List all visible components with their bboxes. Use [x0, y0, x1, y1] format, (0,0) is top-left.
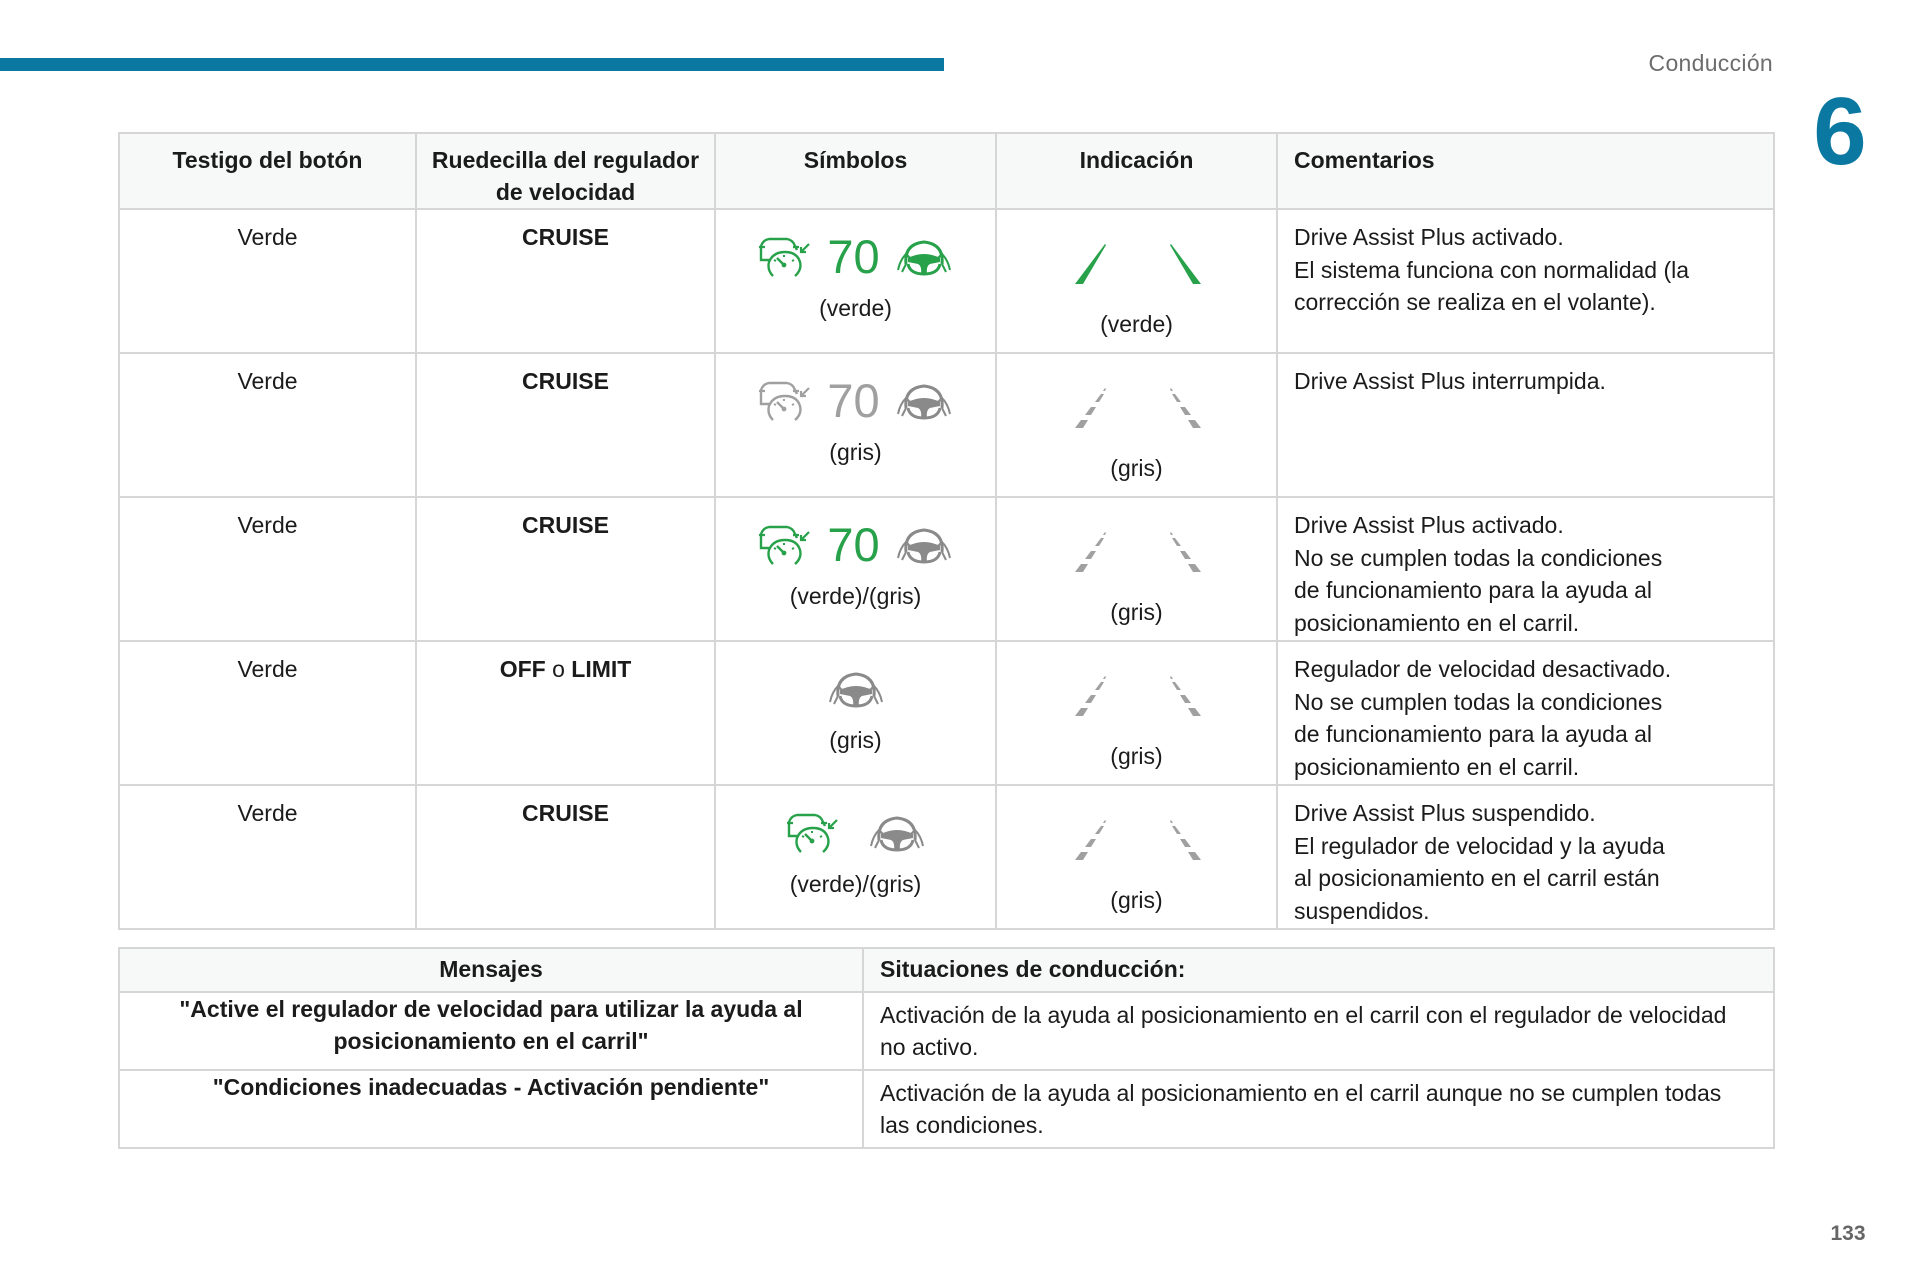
indication-cell [996, 641, 1277, 785]
testigo-cell: Verde [119, 497, 416, 641]
symbols-color-label: (gris) [829, 727, 882, 753]
message-cell: "Active el regulador de velocidad para utilizar la ayuda al posicionamiento en el carril" [119, 992, 863, 1070]
cruise-control-icon [757, 234, 813, 278]
indication-color-label: (gris) [1110, 455, 1163, 481]
table-row [119, 992, 1774, 1070]
indication-cell [996, 209, 1277, 353]
set-speed-value: 70 [827, 373, 880, 427]
column-header-testigo: Testigo del botón [119, 133, 416, 209]
symbols-cell [715, 641, 996, 785]
testigo-cell: Verde [119, 209, 416, 353]
table-row [119, 353, 1774, 497]
symbols-cell [715, 353, 996, 497]
indication-color-label: (verde) [1100, 311, 1173, 337]
ruedecilla-cell: OFF o LIMIT [416, 641, 715, 785]
symbols-cell [715, 209, 996, 353]
drive-assist-status-table [118, 132, 1775, 930]
cruise-control-icon [757, 378, 813, 422]
lane-lines-dashed-icon [1075, 818, 1201, 862]
situation-cell: Activación de la ayuda al posicionamiento en el carril con el regulador de velocidad no activo. [863, 992, 1774, 1070]
indication-cell [996, 785, 1277, 929]
comment-cell: Drive Assist Plus interrumpida. [1277, 353, 1774, 497]
symbols-color-label: (verde)/(gris) [789, 583, 922, 609]
table-row [119, 785, 1774, 929]
hands-on-wheel-icon [894, 234, 954, 278]
ruedecilla-cell: CRUISE [416, 209, 715, 353]
testigo-cell: Verde [119, 785, 416, 929]
hands-on-wheel-icon [826, 666, 886, 710]
hands-on-wheel-icon [867, 810, 927, 854]
chapter-number: 6 [1813, 78, 1867, 185]
set-speed-value: 70 [827, 229, 880, 283]
comment-cell: Drive Assist Plus activado. No se cumplen todas la condiciones de funcionamiento para la ayuda al posicionamiento en el carril. [1277, 497, 1774, 641]
lane-lines-solid-icon [1075, 242, 1201, 286]
comment-cell: Regulador de velocidad desactivado. No se cumplen todas la condiciones de funcionamiento para la ayuda al posicionamiento en el carril. [1277, 641, 1774, 785]
symbols-cell [715, 497, 996, 641]
table-header-row [119, 133, 1774, 209]
comment-cell: Drive Assist Plus activado. El sistema funciona con normalidad (la corrección se realiza en el volante). [1277, 209, 1774, 353]
indication-color-label: (gris) [1110, 887, 1163, 913]
table-row [119, 1070, 1774, 1148]
column-header-mensajes: Mensajes [119, 948, 863, 992]
hands-on-wheel-icon [894, 522, 954, 566]
message-cell: "Condiciones inadecuadas - Activación pendiente" [119, 1070, 863, 1148]
column-header-ruedecilla: Ruedecilla del regulador de velocidad [416, 133, 715, 209]
symbols-cell [715, 785, 996, 929]
column-header-simbolos: Símbolos [715, 133, 996, 209]
testigo-cell: Verde [119, 641, 416, 785]
symbols-color-label: (verde) [819, 295, 892, 321]
cruise-control-icon [785, 810, 841, 854]
hands-on-wheel-icon [894, 378, 954, 422]
column-header-indicacion: Indicación [996, 133, 1277, 209]
indication-color-label: (gris) [1110, 599, 1163, 625]
symbols-color-label: (verde)/(gris) [789, 871, 922, 897]
indication-cell [996, 497, 1277, 641]
column-header-situaciones: Situaciones de conducción: [863, 948, 1774, 992]
indication-cell [996, 353, 1277, 497]
table-row [119, 641, 1774, 785]
page-number: 133 [1830, 1222, 1866, 1245]
testigo-cell: Verde [119, 353, 416, 497]
comment-cell: Drive Assist Plus suspendido. El regulador de velocidad y la ayuda al posicionamiento en el carril están suspendidos. [1277, 785, 1774, 929]
column-header-comentarios: Comentarios [1277, 133, 1774, 209]
section-title: Conducción [1648, 50, 1773, 76]
ruedecilla-cell: CRUISE [416, 497, 715, 641]
ruedecilla-cell: CRUISE [416, 785, 715, 929]
messages-table [118, 947, 1775, 1149]
table-header-row [119, 948, 1774, 992]
lane-lines-dashed-icon [1075, 674, 1201, 718]
lane-lines-dashed-icon [1075, 386, 1201, 430]
lane-lines-dashed-icon [1075, 530, 1201, 574]
table-row [119, 497, 1774, 641]
indication-color-label: (gris) [1110, 743, 1163, 769]
situation-cell: Activación de la ayuda al posicionamiento en el carril aunque no se cumplen todas las condiciones. [863, 1070, 1774, 1148]
table-row [119, 209, 1774, 353]
set-speed-value: 70 [827, 517, 880, 571]
ruedecilla-cell: CRUISE [416, 353, 715, 497]
header-accent-bar [0, 58, 944, 71]
symbols-color-label: (gris) [829, 439, 882, 465]
cruise-control-icon [757, 522, 813, 566]
